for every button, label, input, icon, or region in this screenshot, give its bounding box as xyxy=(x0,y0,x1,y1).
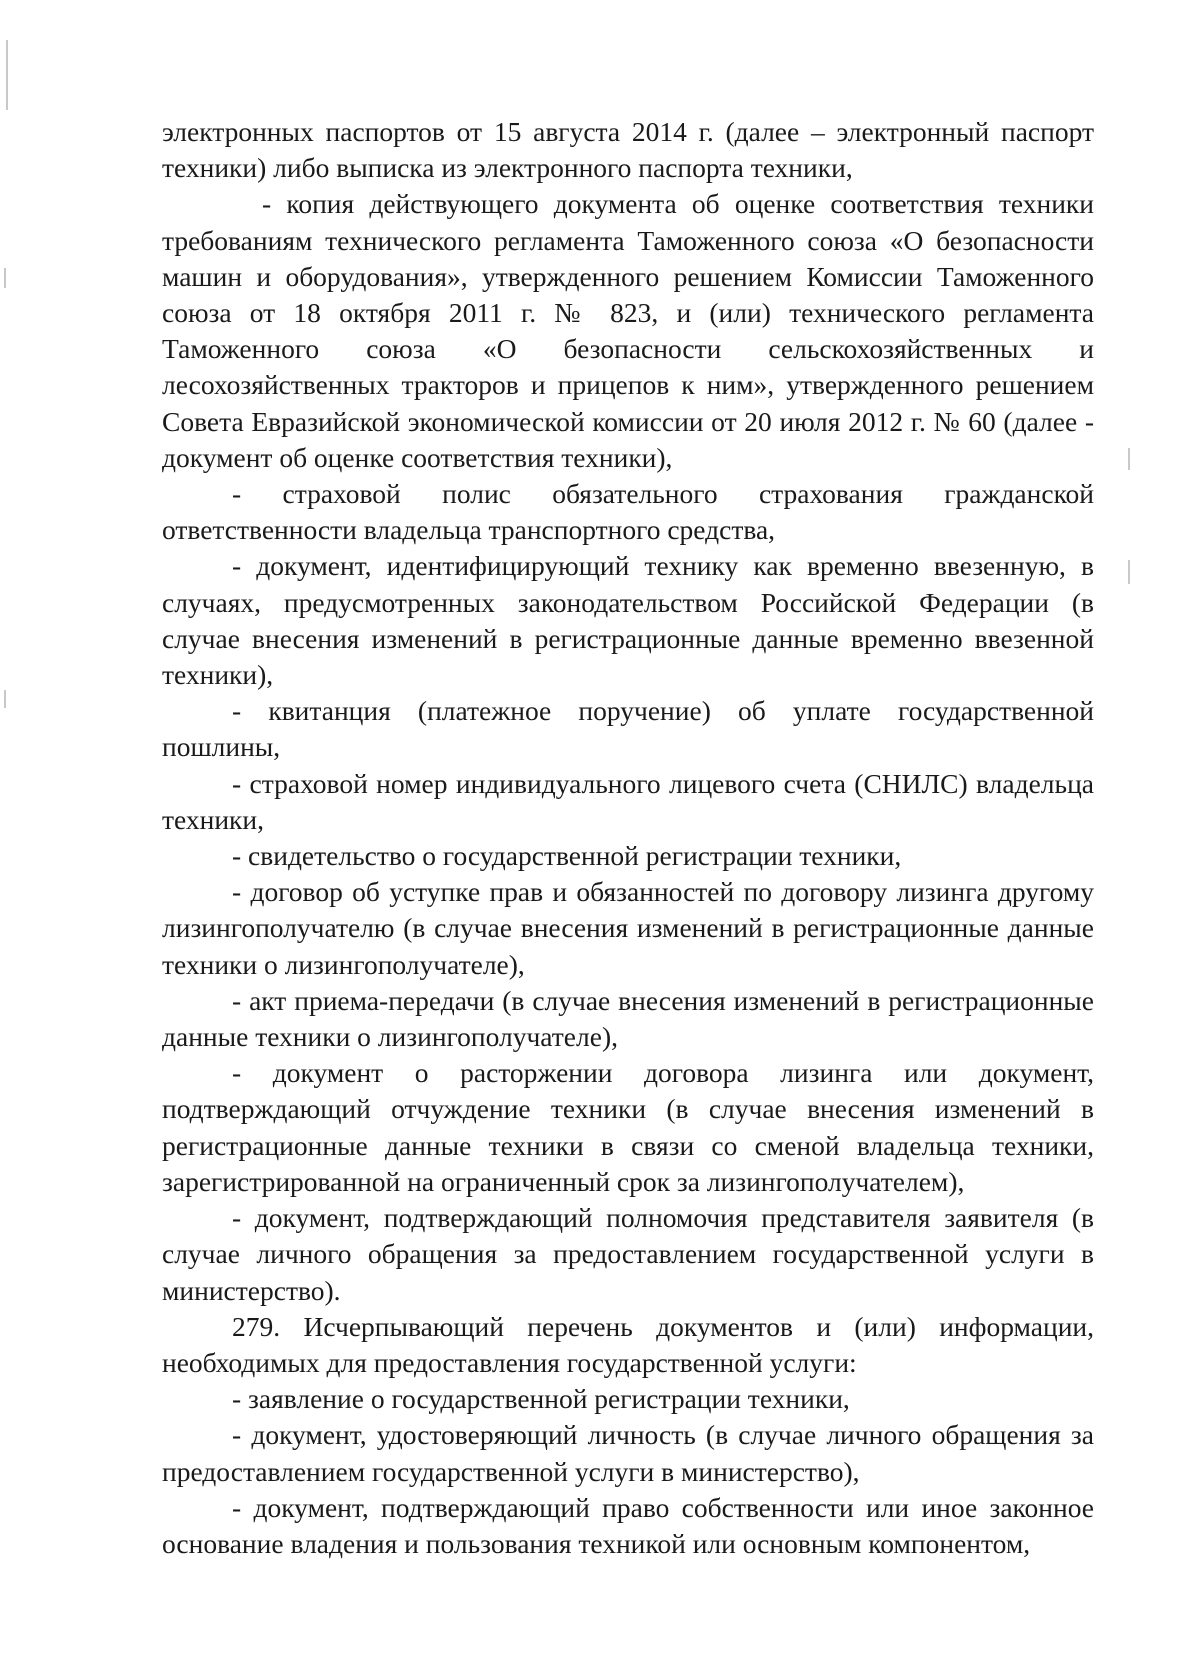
paragraph-transfer-act: - акт приема-передачи (в случае внесения изменений в регистрационные данные техники о лизингополучателе), xyxy=(162,984,1094,1053)
paragraph-representative-authority: - документ, подтверждающий полномочия представителя заявителя (в случае личного обращения за предоставлением государственной услуги в министерство). xyxy=(162,1202,1094,1306)
scan-artifact-left-mid xyxy=(4,268,6,288)
paragraph-conformity-document: - копия действующего документа об оценке соответствия техники требованиям технического регламента Таможенного союза «О безопасности машин и оборудования», утвержденного решением Комиссии Таможенного союза от 18 октября 2011 г. № 823, и (или) технического регламента Таможенного союза «О безопасности сельскохозяйственных и лесохозяйственных тракторов и прицепов к ним», утвержденного решением Совета Евразийской экономической комиссии от 20 июля 2012 г. № 60 (далее - документ об оценке соответствия техники), xyxy=(162,188,1094,473)
scan-artifact-right-top xyxy=(1128,448,1130,470)
paragraph-identity-document: - документ, удостоверяющий личность (в случае личного обращения за предоставлением государственной услуги в министерство), xyxy=(162,1419,1094,1487)
paragraph-passport-continuation: электронных паспортов от 15 августа 2014 г. (далее – электронный паспорт техники) либо выписка из электронного паспорта техники, xyxy=(162,116,1094,184)
paragraph-fee-receipt: - квитанция (платежное поручение) об уплате государственной пошлины, xyxy=(162,695,1094,763)
paragraph-leasing-assignment: - договор об уступке прав и обязанностей по договору лизинга другому лизингополучателю (в случае внесения изменений в регистрационные данные техники о лизингополучателе), xyxy=(162,876,1094,980)
paragraph-registration-certificate: - свидетельство о государственной регистрации техники, xyxy=(232,840,902,872)
paragraph-section-279: 279. Исчерпывающий перечень документов и (или) информации, необходимых для предоставления государственной услуги: xyxy=(162,1310,1094,1378)
paragraph-temporary-import-document: - документ, идентифицирующий технику как временно ввезенную, в случаях, предусмотренных законодательством Российской Федерации (в случае внесения изменений в регистрационные данные временно ввезенной техники), xyxy=(162,550,1094,691)
scan-artifact-left-top xyxy=(6,40,8,110)
paragraph-snils: - страховой номер индивидуального лицевого счета (СНИЛС) владельца техники, xyxy=(162,767,1094,835)
scan-artifact-left-low xyxy=(4,690,6,708)
scan-artifact-right-mid xyxy=(1128,560,1130,584)
document-body xyxy=(162,114,1094,1562)
paragraph-ownership-document: - документ, подтверждающий право собственности или иное законное основание владения и пользования техникой или основным компонентом, xyxy=(162,1491,1094,1559)
paragraph-insurance-policy: - страховой полис обязательного страхования гражданской ответственности владельца транспортного средства, xyxy=(162,478,1094,546)
paragraph-registration-application: - заявление о государственной регистрации техники, xyxy=(232,1383,850,1415)
paragraph-leasing-termination: - документ о расторжении договора лизинга или документ, подтверждающий отчуждение техники (в случае внесения изменений в регистрационные данные техники в связи со сменой владельца техники, зарегистрированной на ограниченный срок за лизингополучателем), xyxy=(162,1057,1094,1197)
